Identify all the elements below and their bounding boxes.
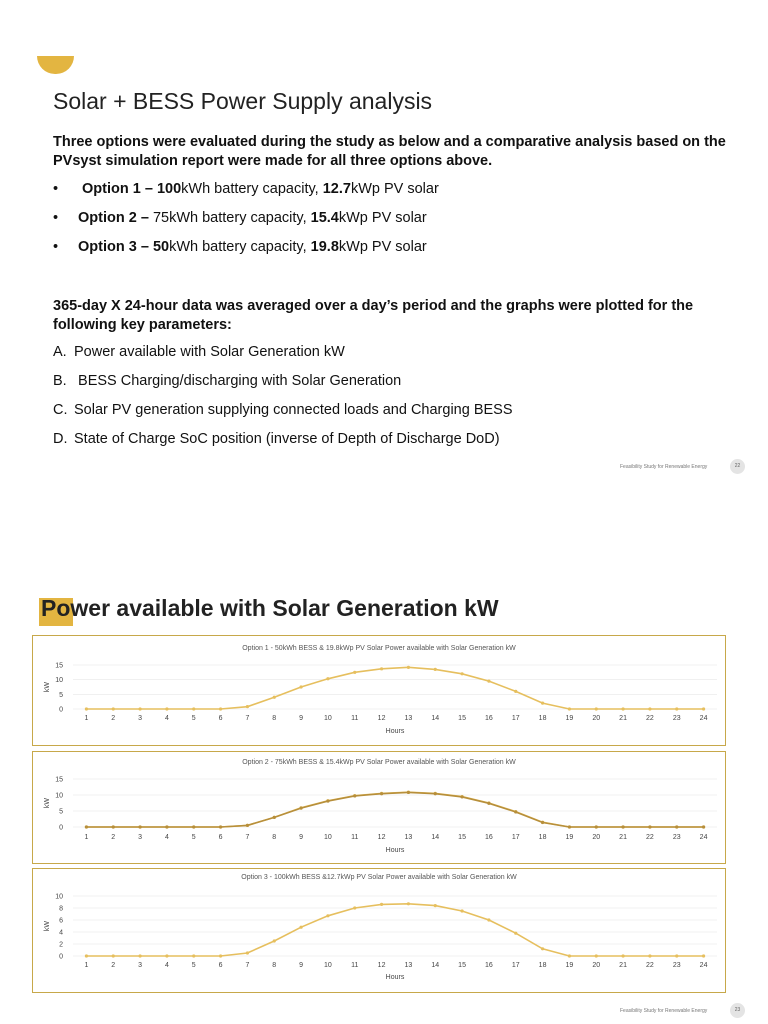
data-point [621,954,624,957]
x-tick-label: 13 [404,715,413,722]
page-number: 22 [730,459,745,474]
data-point [353,794,356,797]
x-tick-label: 7 [245,834,250,841]
y-axis-label: kW [44,920,51,932]
data-point [702,954,705,957]
x-tick-label: 15 [458,715,466,722]
param-item-b [53,372,401,391]
data-point [138,707,141,710]
chart-option-1 [32,635,726,746]
x-tick-label: 5 [191,715,196,722]
data-point [299,685,302,688]
x-tick-label: 22 [646,834,654,841]
x-tick-label: 12 [377,715,386,722]
x-tick-label: 14 [431,962,440,969]
y-tick-label: 15 [55,662,63,670]
data-point [675,954,678,957]
x-tick-label: 13 [404,834,413,841]
option-pv-unit: kWp PV solar [338,210,427,226]
x-tick-label: 19 [565,962,574,969]
data-point [380,903,383,906]
x-tick-label: 23 [672,834,681,841]
x-tick-label: 5 [191,834,196,841]
data-point [434,904,437,907]
x-tick-label: 18 [538,962,547,969]
x-tick-label: 5 [191,962,196,969]
data-point [112,825,115,828]
chart-title: Option 1 - 50kWh BESS & 19.8kWp PV Solar Power available with Solar Generation kW [242,645,516,652]
data-point [675,707,678,710]
series-line [86,792,703,827]
list-marker: B. [53,373,67,389]
data-point [380,792,383,795]
option-label: Option 2 – [78,210,153,226]
data-point [460,909,463,912]
option-pv-unit: kWp PV solar [350,181,439,197]
option-pv-unit: kWp PV solar [338,239,427,255]
option-item-1 [53,180,439,199]
x-tick-label: 4 [164,962,169,969]
x-tick-label: 23 [672,962,681,969]
data-point [246,705,249,708]
chart-title: Option 3 - 100kWh BESS &12.7kWp PV Solar Power available with Solar Generation kW [241,874,517,881]
data-point [514,932,517,935]
chart-svg [33,636,725,745]
x-tick-label: 18 [538,715,547,722]
series-line [86,792,703,827]
data-point [514,810,517,813]
data-point [648,954,651,957]
option-unit: kWh battery capacity, [181,181,323,197]
data-point [192,954,195,957]
chart-svg [33,752,725,863]
x-tick-label: 2 [111,962,116,969]
x-tick-label: 2 [111,715,116,722]
data-point [648,825,651,828]
x-tick-label: 9 [299,834,304,841]
bullet-marker: • [53,210,59,226]
data-point [165,707,168,710]
x-tick-label: 8 [272,834,277,841]
data-point [460,795,463,798]
x-tick-label: 11 [351,834,359,841]
x-tick-label: 9 [299,715,304,722]
x-tick-label: 6 [218,715,223,722]
x-tick-label: 3 [138,962,143,969]
option-unit: 75kWh battery capacity, [152,210,311,226]
chart-title: Option 2 - 75kWh BESS & 15.4kWp PV Solar Power available with Solar Generation kW [242,759,516,766]
data-point [85,707,88,710]
x-tick-label: 16 [485,715,493,722]
data-point [487,918,490,921]
data-point [326,914,329,917]
data-point [299,926,302,929]
data-point [487,802,490,805]
data-point [407,902,410,905]
x-tick-label: 20 [592,962,601,969]
data-point [702,825,705,828]
x-tick-label: 1 [84,715,89,722]
data-point [246,824,249,827]
y-tick-label: 15 [55,776,63,784]
footer-text: Feasibility Study for Renewable Energy [620,1008,708,1014]
bullet-marker: • [53,239,59,255]
data-point [165,825,168,828]
x-axis-label: Hours [385,974,405,981]
x-tick-label: 8 [272,715,277,722]
y-tick-label: 5 [59,808,63,816]
x-tick-label: 17 [511,834,520,841]
data-point [85,825,88,828]
x-tick-label: 1 [84,834,89,841]
y-tick-label: 5 [59,691,63,699]
y-tick-label: 0 [59,824,63,832]
series-line [86,667,703,709]
data-point [138,825,141,828]
y-axis-label: kW [44,797,51,809]
x-tick-label: 14 [431,834,440,841]
data-point [675,825,678,828]
param-text: Solar PV generation supplying connected loads and Charging BESS [74,402,513,418]
x-tick-label: 18 [538,834,547,841]
x-tick-label: 20 [592,834,601,841]
y-tick-label: 10 [55,677,63,685]
data-point [568,954,571,957]
data-point [621,825,624,828]
x-tick-label: 14 [431,715,440,722]
footer-text: Feasibility Study for Renewable Energy [620,464,708,470]
data-point [648,707,651,710]
data-point [165,954,168,957]
x-tick-label: 24 [699,834,708,841]
data-point [219,954,222,957]
list-marker: C. [53,402,68,418]
y-tick-label: 2 [59,941,63,949]
series-line [86,904,703,956]
list-marker: D. [53,431,68,447]
data-point [353,906,356,909]
y-axis-label: kW [44,681,51,693]
x-tick-label: 11 [351,962,359,969]
data-point [326,799,329,802]
data-point [407,666,410,669]
data-point [85,954,88,957]
y-tick-label: 8 [59,905,63,913]
data-point [702,707,705,710]
data-point [514,690,517,693]
decorative-accent-shape [37,56,74,74]
x-tick-label: 16 [485,962,493,969]
x-tick-label: 1 [84,962,89,969]
y-tick-label: 10 [55,893,63,901]
y-tick-label: 4 [59,929,63,937]
data-point [112,954,115,957]
x-tick-label: 4 [164,715,169,722]
x-tick-label: 10 [324,962,332,969]
x-tick-label: 6 [218,962,223,969]
data-point [353,671,356,674]
x-tick-label: 12 [377,834,386,841]
x-tick-label: 15 [458,962,466,969]
option-item-3 [53,238,427,257]
data-point [299,807,302,810]
data-point [273,816,276,819]
page-number: 23 [730,1003,745,1018]
x-tick-label: 24 [699,962,708,969]
chart-option-3 [32,868,726,993]
chart-option-2 [32,751,726,864]
data-point [192,825,195,828]
x-tick-label: 19 [565,715,574,722]
x-axis-label: Hours [385,847,405,854]
data-point [434,792,437,795]
x-tick-label: 17 [511,962,520,969]
x-tick-label: 12 [377,962,386,969]
option-unit: kWh battery capacity, [169,239,311,255]
chart-svg [33,869,725,992]
param-item-a [53,343,345,362]
data-point [621,707,624,710]
x-tick-label: 10 [324,715,332,722]
x-tick-label: 19 [565,834,574,841]
data-point [541,702,544,705]
bullet-marker: • [53,181,59,197]
data-point [273,696,276,699]
x-tick-label: 17 [511,715,520,722]
x-tick-label: 16 [485,834,493,841]
x-tick-label: 7 [245,715,250,722]
data-point [380,667,383,670]
option-item-2 [53,209,427,228]
data-point [568,707,571,710]
data-point [595,825,598,828]
param-item-c [53,401,513,420]
x-tick-label: 7 [245,962,250,969]
data-point [595,954,598,957]
intro-paragraph: Three options were evaluated during the study as below and a comparative analysis based on the PVsyst simulation report were made for all three options above. [53,134,726,169]
data-point [246,951,249,954]
data-point [460,672,463,675]
data-point [219,707,222,710]
x-tick-label: 9 [299,962,304,969]
data-point [273,939,276,942]
option-pv-value: 15.4 [310,210,339,226]
option-label: Option 1 – 100 [82,181,182,197]
x-tick-label: 10 [324,834,332,841]
data-point [595,707,598,710]
x-tick-label: 21 [619,834,627,841]
x-axis-label: Hours [385,728,405,735]
x-tick-label: 4 [164,834,169,841]
x-tick-label: 15 [458,834,466,841]
data-point [219,825,222,828]
x-tick-label: 13 [404,962,413,969]
data-point [541,947,544,950]
x-tick-label: 8 [272,962,277,969]
x-tick-label: 3 [138,715,143,722]
y-tick-label: 10 [55,792,63,800]
x-tick-label: 24 [699,715,708,722]
x-tick-label: 23 [672,715,681,722]
data-point [407,791,410,794]
x-tick-label: 2 [111,834,116,841]
x-tick-label: 6 [218,834,223,841]
x-tick-label: 21 [619,962,627,969]
x-tick-label: 21 [619,715,627,722]
list-marker: A. [53,344,67,360]
data-point [326,677,329,680]
data-point [568,825,571,828]
x-tick-label: 20 [592,715,601,722]
slide-title: Power available with Solar Generation kW [41,595,499,621]
param-text: Power available with Solar Generation kW [74,344,345,360]
x-tick-label: 11 [351,715,359,722]
data-point [487,680,490,683]
data-point [138,954,141,957]
data-point [192,707,195,710]
param-text: BESS Charging/discharging with Solar Generation [74,373,402,389]
data-paragraph: 365-day X 24-hour data was averaged over a day’s period and the graphs were plotted for the following key parameters: [53,298,694,333]
x-tick-label: 3 [138,834,143,841]
data-point [112,707,115,710]
y-tick-label: 0 [59,706,63,714]
y-tick-label: 6 [59,917,63,925]
data-point [541,821,544,824]
param-text: State of Charge SoC position (inverse of Depth of Discharge DoD) [74,431,500,447]
x-tick-label: 22 [646,715,654,722]
y-tick-label: 0 [59,953,63,961]
option-pv-value: 12.7 [322,181,351,197]
param-item-d [53,430,500,449]
option-label: Option 3 – 50 [78,239,170,255]
x-tick-label: 22 [646,962,654,969]
slide-title: Solar + BESS Power Supply analysis [53,88,433,114]
data-point [434,668,437,671]
option-pv-value: 19.8 [310,239,339,255]
